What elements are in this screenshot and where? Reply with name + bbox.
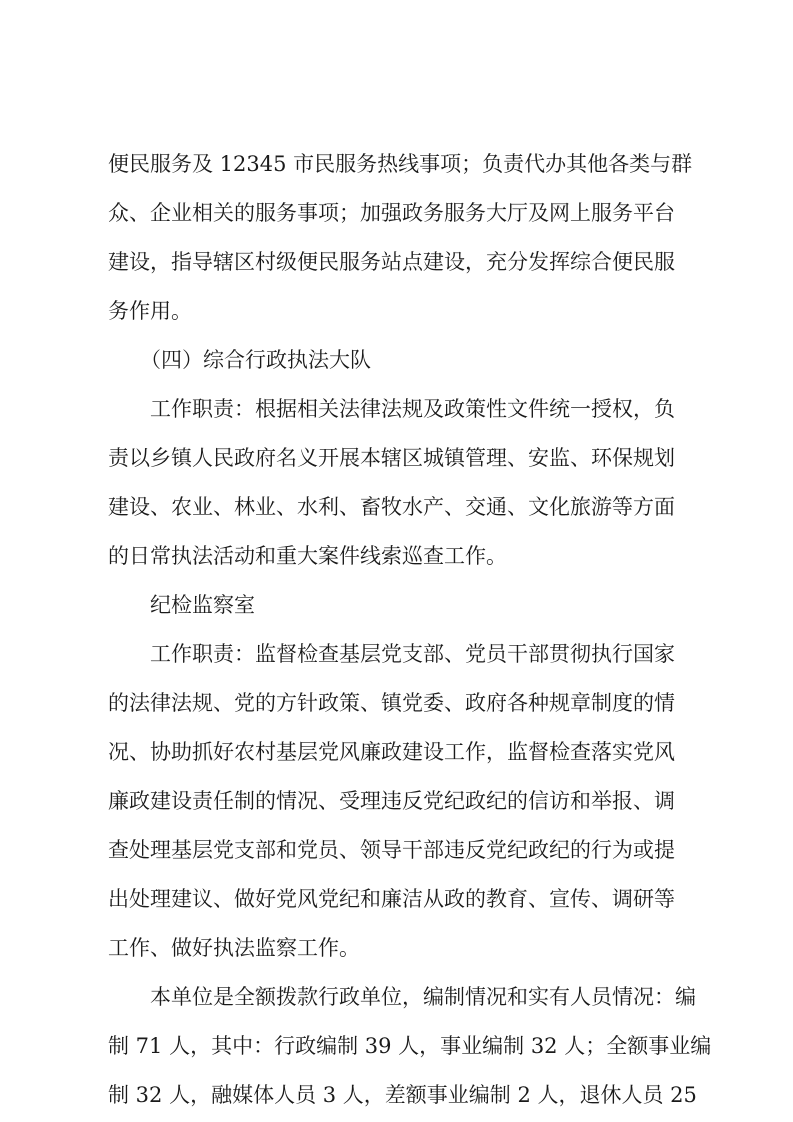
section-heading: （四）综合行政执法大队 (140, 348, 371, 372)
text-line: 便民服务及 12345 市民服务热线事项；负责代办其他各类与群 (108, 152, 693, 176)
text-line: 责以乡镇人民政府名义开展本辖区城镇管理、安监、环保规划 (108, 446, 675, 470)
text-line: 廉政建设责任制的情况、受理违反党纪政纪的信访和举报、调 (108, 789, 675, 813)
text-line: 的法律法规、党的方针政策、镇党委、政府各种规章制度的情 (108, 691, 675, 715)
text-line: 本单位是全额拨款行政单位，编制情况和实有人员情况：编 (150, 985, 696, 1009)
text-line: 的日常执法活动和重大案件线索巡查工作。 (108, 544, 507, 568)
section-heading: 纪检监察室 (150, 593, 255, 617)
text-line: 工作职责：根据相关法律法规及政策性文件统一授权，负 (150, 397, 675, 421)
text-line: 工作职责：监督检查基层党支部、党员干部贯彻执行国家 (150, 642, 675, 666)
text-line: 制 71 人，其中：行政编制 39 人，事业编制 32 人；全额事业编 (108, 1034, 712, 1058)
text-line: 建设、农业、林业、水利、畜牧水产、交通、文化旅游等方面 (108, 495, 675, 519)
text-line: 出处理建议、做好党风党纪和廉洁从政的教育、宣传、调研等 (108, 887, 675, 911)
text-line: 查处理基层党支部和党员、领导干部违反党纪政纪的行为或提 (108, 838, 675, 862)
text-line: 工作、做好执法监察工作。 (108, 936, 360, 960)
text-line: 制 32 人，融媒体人员 3 人，差额事业编制 2 人，退休人员 25 (108, 1083, 697, 1107)
text-line: 建设，指导辖区村级便民服务站点建设，充分发挥综合便民服 (108, 250, 675, 274)
text-line: 众、企业相关的服务事项；加强政务服务大厅及网上服务平台 (108, 201, 675, 225)
text-line: 况、协助抓好农村基层党风廉政建设工作，监督检查落实党风 (108, 740, 675, 764)
text-line: 务作用。 (108, 299, 192, 323)
